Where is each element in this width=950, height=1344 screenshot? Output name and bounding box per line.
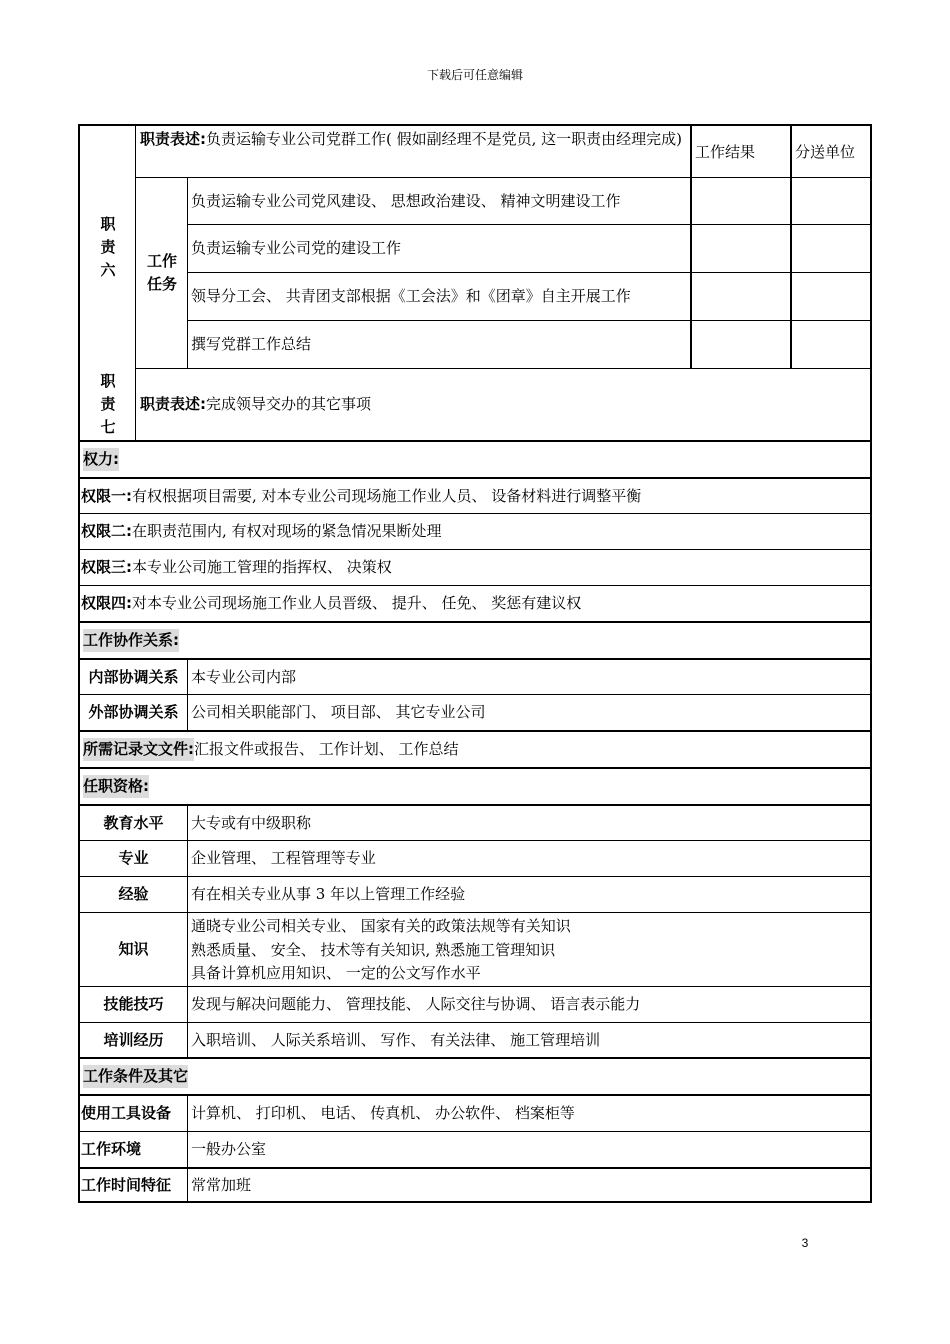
experience-label: 经验 (118, 885, 149, 903)
environment-label: 工作环境 (81, 1140, 142, 1158)
education-label: 教育水平 (103, 813, 164, 832)
authority-item: 权限二: 在职责范围内, 有权对现场的紧急情况果断处理 (81, 522, 442, 540)
education-value: 大专或有中级职称 (191, 813, 312, 832)
major-value: 企业管理、 工程管理等专业 (191, 849, 376, 867)
duty7-label: 职 责 七 (100, 372, 116, 436)
duty6-label: 职 责 六 (100, 214, 116, 279)
authority-item: 权限一: 有权根据项目需要, 对本专业公司现场施工作业人员、 设备材料进行调整平衡 (81, 486, 642, 505)
task-item: 领导分工会、 共青团支部根据《工会法》和《团章》自主开展工作 (191, 287, 631, 305)
training-label: 培训经历 (103, 1030, 164, 1049)
duty7-description: 职责表述: 完成领导交办的其它事项 (140, 395, 372, 413)
major-label: 专业 (118, 849, 149, 867)
task-item: 负责运输专业公司党风建设、 思想政治建设、 精神文明建设工作 (191, 192, 621, 210)
external-coordination-label: 外部协调关系 (88, 703, 179, 721)
work-time-value: 常常加班 (191, 1175, 252, 1194)
external-coordination-value: 公司相关职能部门、 项目部、 其它专业公司 (191, 703, 486, 721)
header-note: 下载后可任意编辑 (426, 68, 523, 82)
work-tasks-label: 工作 任务 (146, 252, 177, 293)
task-item: 负责运输专业公司党的建设工作 (191, 239, 402, 257)
authority-item: 权限三: 本专业公司施工管理的指挥权、 决策权 (81, 558, 392, 576)
conditions-title: 工作条件及其它 (80, 1059, 872, 1094)
environment-value: 一般办公室 (191, 1140, 267, 1158)
records-row: 所需记录文文件: 汇报文件或报告、 工作计划、 工作总结 (80, 732, 872, 767)
job-description-table (78, 124, 872, 1203)
training-value: 入职培训、 人际关系培训、 写作、 有关法律、 施工管理培训 (191, 1030, 601, 1049)
skills-label: 技能技巧 (103, 995, 164, 1013)
col-work-result: 工作结果 (695, 142, 756, 161)
experience-value: 有在相关专业从事 3 年以上管理工作经验 (191, 885, 466, 903)
knowledge-value: 通晓专业公司相关专业、 国家有关的政策法规等有关知识 熟悉质量、 安全、 技术等有关知识, 熟悉施工管理知识 具备计算机应用知识、 一定的公文写作水平 (191, 917, 571, 982)
tools-value: 计算机、 打印机、 电话、 传真机、 办公软件、 档案柜等 (191, 1104, 575, 1122)
tools-label: 使用工具设备 (81, 1104, 172, 1122)
work-time-label: 工作时间特征 (81, 1175, 172, 1194)
internal-coordination-label: 内部协调关系 (88, 667, 179, 686)
cooperation-title: 工作协作关系: (80, 623, 872, 658)
authority-item: 权限四: 对本专业公司现场施工作业人员晋级、 提升、 任免、 奖惩有建议权 (81, 594, 582, 612)
task-item: 撰写党群工作总结 (191, 335, 312, 353)
qualification-title: 任职资格: (80, 769, 872, 804)
skills-value: 发现与解决问题能力、 管理技能、 人际交往与协调、 语言表示能力 (191, 995, 641, 1013)
col-send-unit: 分送单位 (795, 142, 856, 161)
knowledge-label: 知识 (118, 940, 149, 958)
page-number: 3 (801, 1236, 809, 1250)
internal-coordination-value: 本专业公司内部 (191, 667, 297, 686)
authority-title: 权力: (80, 442, 872, 477)
duty6-description: 职责表述:负责运输专业公司党群工作( 假如副经理不是党员, 这一职责由经理完成) (140, 130, 683, 148)
